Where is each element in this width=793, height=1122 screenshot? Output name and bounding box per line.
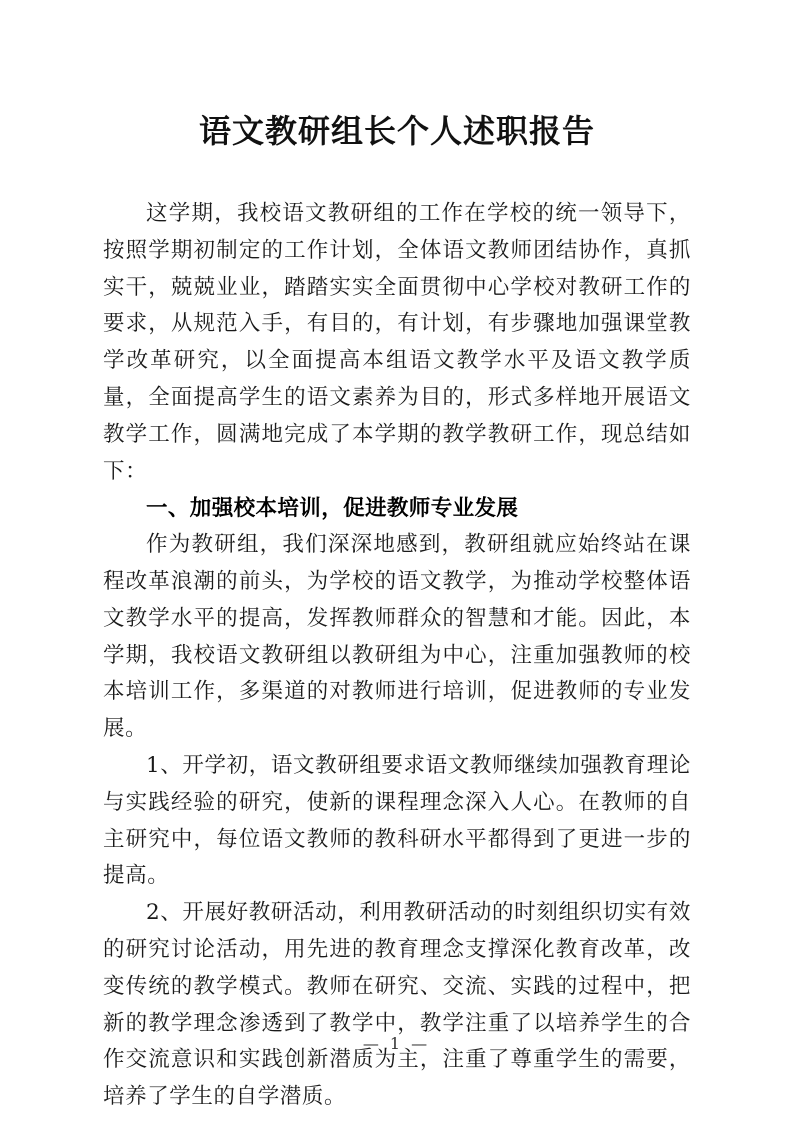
section-heading-1: 一、加强校本培训，促进教师专业发展 [146, 496, 519, 521]
paragraph-intro: 这学期，我校语文教研组的工作在学校的统一领导下，按照学期初制定的工作计划，全体语文教师团结协作，真抓实干，兢兢业业，踏踏实实全面贯彻中心学校对教研工作的要求，从规范入手，有目的，有计划，有步骤地加强课堂教学改革研究，以全面提高本组语文教学水平及语文教学质量，全面提高学生的语文素养为目的，形式多样地开展语文教学工作，圆满地完成了本学期的教学教研工作，现总结如下： [103, 201, 691, 484]
paragraph-section1-lead: 作为教研组，我们深深地感到，教研组就应始终站在课程改革浪潮的前头，为学校的语文教学，为推动学校整体语文教学水平的提高，发挥教师群众的智慧和才能。因此，本学期，我校语文教研组以教研组为中心，注重加强教师的校本培训工作，多渠道的对教师进行培训，促进教师的专业发展。 [103, 532, 691, 742]
document-body [103, 196, 691, 1116]
page-title: 语文教研组长个人述职报告 [198, 113, 595, 149]
paragraph-item-2: 2、开展好教研活动，利用教研活动的时刻组织切实有效的研究讨论活动，用先进的教育理念支撑深化教育改革，改变传统的教学模式。教师在研究、交流、实践的过程中，把新的教学理念渗透到了教学中，教学注重了以培养学生的合作交流意识和实践创新潜质为主，注重了尊重学生的需要，培养了学生的自学潜质。 [103, 900, 691, 1110]
paragraph-item-1: 1、开学初，语文教研组要求语文教师继续加强教育理论与实践经验的研究，使新的课程理念深入人心。在教师的自主研究中，每位语文教师的教科研水平都得到了更进一步的提高。 [103, 752, 691, 889]
document-content [103, 0, 691, 1116]
page-number-footer: — 1 — [362, 1034, 431, 1053]
